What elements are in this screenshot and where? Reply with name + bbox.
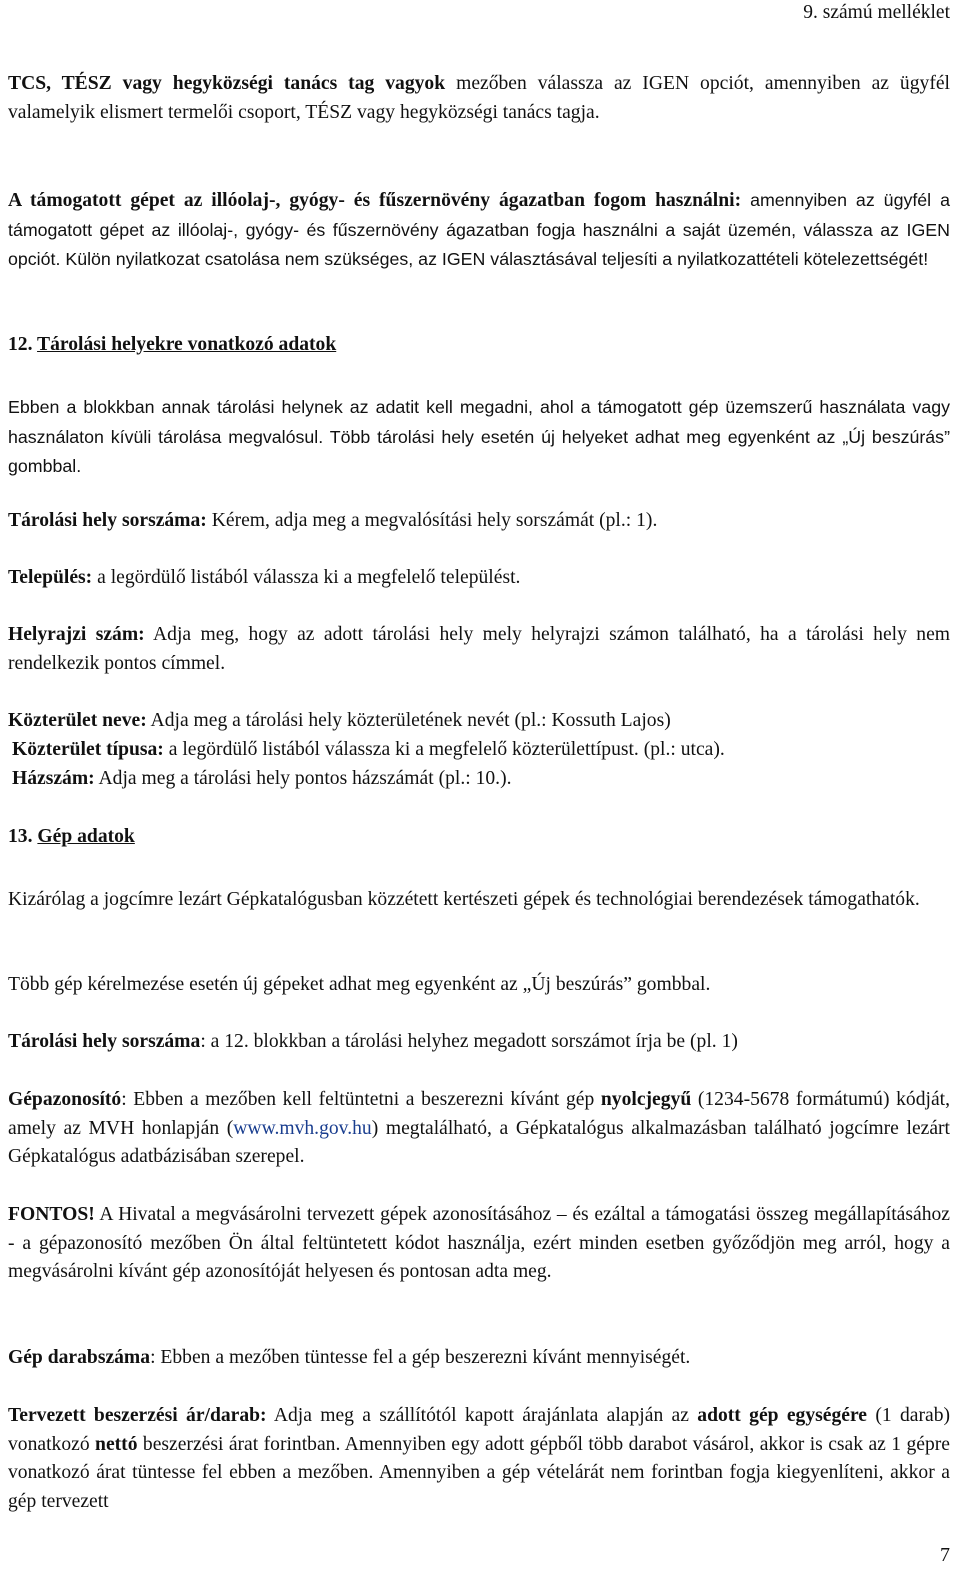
mvh-website-link[interactable]: www.mvh.gov.hu <box>233 1117 372 1139</box>
field-house-number: Házszám: Adja meg a tárolási hely pontos házszámát (pl.: 10.). <box>12 768 512 789</box>
important-notice: FONTOS! A Hivatal a megvásárolni tervezett gépek azonosításához – és ezáltal a támogatási összeg megállapításához - a gépazonosító mezőben Ön által feltüntetett kódot használja, ezért minden esetben győződjön meg arról, hogy a megvásárolni kívánt gép azonosítóját helyesen és pontosan adta meg. <box>8 1204 950 1283</box>
section-12-heading: 12. Tárolási helyekre vonatkozó adatok <box>8 334 337 355</box>
section-13-intro: Kizárólag a jogcímre lezárt Gépkatalógusban közzétett kertészeti gépek és technológiai berendezések támogathatók. <box>8 889 920 910</box>
page-number: 7 <box>940 1544 950 1566</box>
field-name-herb: A támogatott gépet az illóolaj-, gyógy- és fűszernövény ágazatban fogom használni: <box>8 190 742 211</box>
field-machine-storage-number: Tárolási hely sorszáma: a 12. blokkban a tárolási helyhez megadott sorszámot írja be (pl. 1) <box>8 1031 738 1052</box>
field-machine-quantity: Gép darabszáma: Ebben a mezőben tüntesse fel a gép beszerezni kívánt mennyiségét. <box>8 1347 691 1368</box>
section-13-more-machines: Több gép kérelmezése esetén új gépeket adhat meg egyenként az „Új beszúrás” gombbal. <box>8 974 711 995</box>
annex-label: 9. számú melléklet <box>803 2 950 23</box>
paragraph-herb-sector: A támogatott gépet az illóolaj-, gyógy- és fűszernövény ágazatban fogom használni: amennyiben az ügyfél a támogatott gépet az illóolaj-, gyógy- és fűszernövény ágazatban fogja használni a saját üzemén, válassza az IGEN opciót. Külön nyilatkozat csatolása nem szükséges, az IGEN választásával teljesíti a nyilatkozattételi kötelezettségét! <box>8 190 950 270</box>
paragraph-tcs: TCS, TÉSZ vagy hegyközségi tanács tag vagyok mezőben válassza az IGEN opciót, amennyiben az ügyfél valamelyik elismert termelői csoport, TÉSZ vagy hegyközségi tanács tagja. <box>8 73 950 123</box>
section-13-heading: 13. Gép adatok <box>8 826 135 847</box>
section-12-title: Tárolási helyekre vonatkozó adatok <box>37 334 337 355</box>
field-street-name: Közterület neve: Adja meg a tárolási hely közterületének nevét (pl.: Kossuth Lajos) <box>8 710 671 731</box>
field-settlement: Település: a legördülő listából válassza ki a megfelelő települést. <box>8 567 521 588</box>
field-parcel-number: Helyrajzi szám: Adja meg, hogy az adott tárolási hely mely helyrajzi számon található, ha a tárolási hely nem rendelkezik pontos címmel. <box>8 624 951 674</box>
field-street-type: Közterület típusa: a legördülő listából válassza ki a megfelelő közterülettípust. (pl.: utca). <box>12 739 725 760</box>
field-storage-number: Tárolási hely sorszáma: Kérem, adja meg a megvalósítási hely sorszámát (pl.: 1). <box>8 510 658 531</box>
field-name-tcs: TCS, TÉSZ vagy hegyközségi tanács tag vagyok <box>8 73 446 94</box>
section-13-title: Gép adatok <box>37 826 135 847</box>
field-planned-price: Tervezett beszerzési ár/darab: Adja meg a szállítótól kapott árajánlata alapján az adott gép egységére (1 darab) vonatkozó nettó beszerzési árat forintban. Amennyiben egy adott gépből több darabot vásárol, akkor is csak az 1 gépre vonatkozó árat tüntesse fel ebben a mezőben. Amennyiben a gép vételárát nem forintban fogja kiegyenlíteni, akkor a gép tervezett <box>8 1405 951 1512</box>
field-machine-id: Gépazonosító: Ebben a mezőben kell feltüntetni a beszerezni kívánt gép nyolcjegyű (1234-5678 formátumú) kódját, amely az MVH honlapján (www.mvh.gov.hu) megtalálható, a Gépkatalógus alkalmazásban található jogcímre lezárt Gépkatalógus adatbázisában szerepel. <box>8 1089 951 1168</box>
section-12-intro: Ebben a blokkban annak tárolási helynek az adatit kell megadni, ahol a támogatott gép üzemszerű használata vagy használaton kívüli tárolása megvalósul. Több tárolási hely esetén új helyeket adhat meg egyenként az „Új beszúrás” gombbal. <box>8 397 950 477</box>
